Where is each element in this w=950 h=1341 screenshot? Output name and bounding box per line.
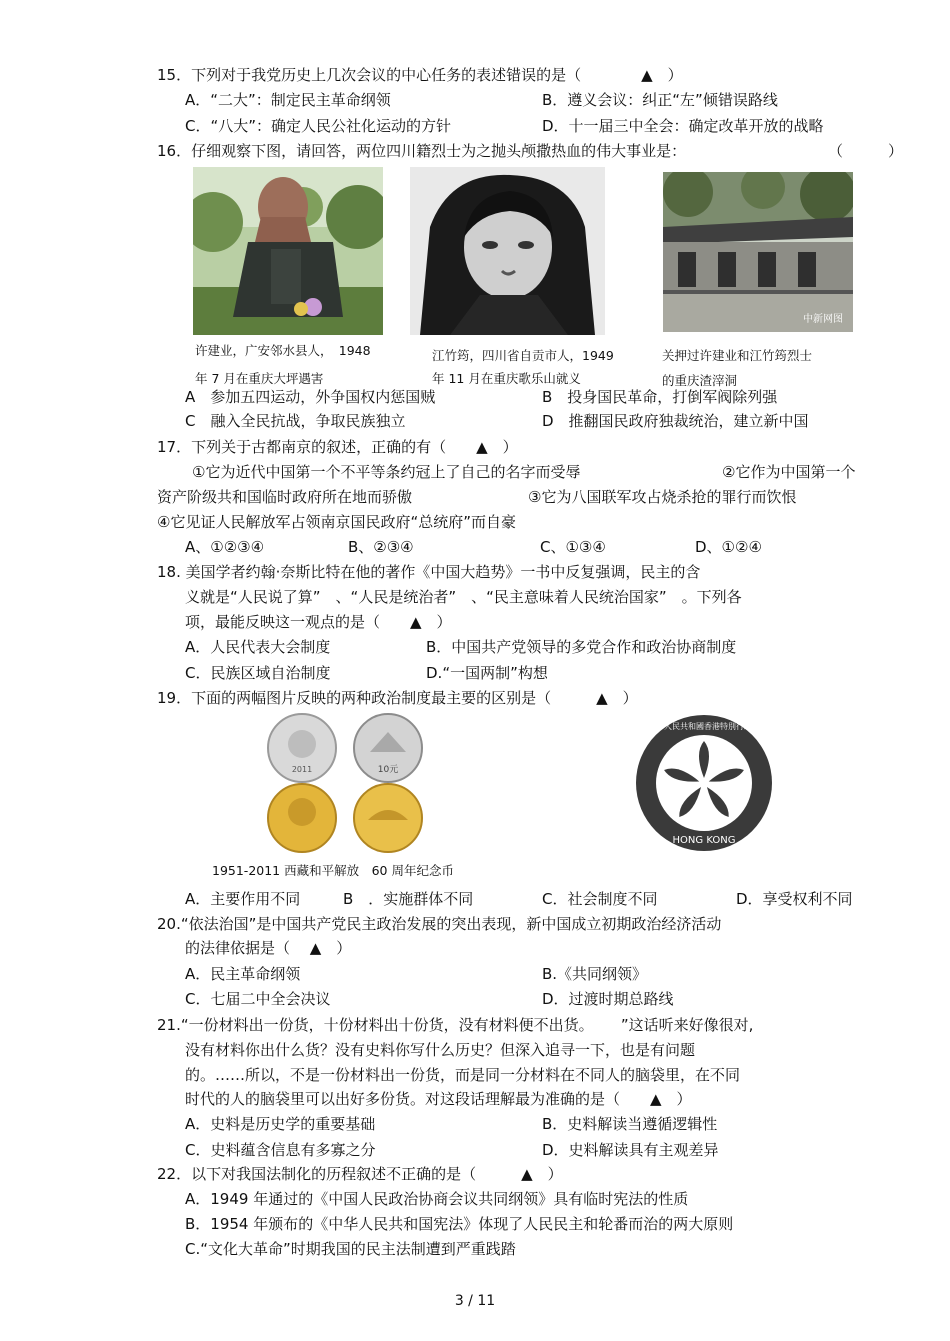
q21-option-c: C．史料蕴含信息有多寡之分 (185, 1141, 376, 1159)
coin-value: 10元 (377, 765, 399, 775)
page-number: 3 / 11 (454, 1293, 496, 1309)
q20-line2: 的法律依据是（ ▲ ） (185, 939, 352, 957)
q15-stem: 15．下列对于我党历史上几次会议的中心任务的表述错误的是（ ▲ ） (157, 66, 683, 84)
emblem-english-text: HONG KONG (672, 835, 736, 846)
q18-line2: 义就是“人民说了算” 、“人民是统治者” 、“民主意味着人民统治国家” 。下列各 (185, 588, 742, 606)
hong-kong-emblem (630, 713, 778, 853)
caption-xu-line1: 许建业，广安邻水县人， 1948 (195, 343, 371, 358)
q21-line2: 没有材料你出什么货？没有史料你写什么历史？但深入追寻一下，也是有问题 (185, 1041, 696, 1059)
q16-option-b: B 投身国民革命，打倒军阀除列强 (542, 388, 778, 406)
q18-option-d: D.“一国两制”构想 (426, 664, 548, 682)
caption-xu-line2: 年 7 月在重庆大坪遇害 (195, 371, 324, 386)
coins-caption: 1951-2011 西藏和平解放 60 周年纪念币 (212, 863, 454, 878)
q20-option-b: B.《共同纲领》 (542, 965, 648, 983)
q17-line1-a: ①它为近代中国第一个不平等条约冠上了自己的名字而受辱 (192, 463, 581, 481)
q17-line1-b: ②它作为中国第一个 (722, 463, 856, 481)
portrait-photo (410, 167, 605, 335)
caption-jiang-line1: 江竹筠，四川省自贡市人，1949 (432, 348, 614, 363)
q22-option-b: B．1954 年颁布的《中华人民共和国宪法》体现了人民民主和轮番而治的两大原则 (185, 1215, 734, 1233)
emblem-chinese-text: 中華人民共和國香港特別行政區 (648, 722, 760, 731)
q16-option-a: A 参加五四运动，外争国权内惩国贼 (185, 388, 436, 406)
q19-option-b: B ．实施群体不同 (343, 890, 474, 908)
q21-line3: 的。……所以，不是一份材料出一份货，而是同一分材料在不同人的脑袋里，在不同 (185, 1066, 741, 1084)
q15-option-c: C．“八大”：确定人民公社化运动的方针 (185, 117, 452, 135)
q16-option-c: C 融入全民抗战，争取民族独立 (185, 412, 406, 430)
photo-watermark: 中新网图 (803, 314, 843, 325)
q22-option-c: C.“文化大革命”时期我国的民主法制遭到严重践踏 (185, 1240, 516, 1258)
q15-option-d: D．十一届三中全会：确定改革开放的战略 (542, 117, 824, 135)
q22-stem: 22．以下对我国法制化的历程叙述不正确的是（ ▲ ） (157, 1165, 563, 1183)
q21-option-b: B．史料解读当遵循逻辑性 (542, 1115, 718, 1133)
statue-photo (193, 167, 383, 335)
zhazidong-prison-photo (663, 172, 853, 332)
q20-option-c: C．七届二中全会决议 (185, 990, 331, 1008)
q16-stem: 16．仔细观察下图，请回答，两位四川籍烈士为之抛头颅撒热血的伟大事业是： (157, 142, 687, 160)
q18-option-a: A．人民代表大会制度 (185, 638, 331, 656)
q17-option-c: C、①③④ (540, 538, 606, 556)
coin-year: 2011 (291, 765, 313, 774)
q21-option-d: D．史料解读具有主观差异 (542, 1141, 719, 1159)
q20-option-d: D．过渡时期总路线 (542, 990, 674, 1008)
q21-line1: 21.“一份材料出一份货，十份材料出十份货，没有材料便不出货。 ”这话听来好像很对, (157, 1016, 754, 1034)
caption-prison-line1: 关押过许建业和江竹筠烈士 (662, 348, 813, 363)
q18-option-c: C．民族区域自治制度 (185, 664, 331, 682)
caption-prison-line2: 的重庆渣滓洞 (662, 373, 738, 388)
q17-option-a: A、①②③④ (185, 538, 265, 556)
q17-stem: 17．下列关于古都南京的叙述，正确的有（ ▲ ） (157, 438, 518, 456)
q17-line3: ④它见证人民解放军占领南京国民政府“总统府”而自豪 (157, 513, 516, 531)
q17-option-d: D、①②④ (695, 538, 762, 556)
q20-option-a: A．民主革命纲领 (185, 965, 301, 983)
q16-option-d: D 推翻国民政府独裁统治，建立新中国 (542, 412, 809, 430)
q18-option-b: B．中国共产党领导的多党合作和政治协商制度 (426, 638, 737, 656)
q15-option-b: B．遵义会议：纠正“左”倾错误路线 (542, 91, 778, 109)
q19-option-c: C．社会制度不同 (542, 890, 658, 908)
q22-option-a: A．1949 年通过的《中国人民政治协商会议共同纲领》具有临时宪法的性质 (185, 1190, 689, 1208)
q18-line1: 18. 美国学者约翰·奈斯比特在他的著作《中国大趋势》一书中反复强调，民主的含 (157, 563, 701, 581)
q17-option-b: B、②③④ (348, 538, 414, 556)
q17-line2-b: ③它为八国联军攻占烧杀抢的罪行而饮恨 (528, 488, 797, 506)
q16-answer-paren: （ ） (828, 142, 904, 160)
q21-line4: 时代的人的脑袋里可以出好多份货。对这段话理解最为准确的是（ ▲ ） (185, 1090, 692, 1108)
commemorative-coins-image (250, 712, 440, 857)
q17-line2-a: 资产阶级共和国临时政府所在地而骄傲 (157, 488, 413, 506)
q19-stem: 19．下面的两幅图片反映的两种政治制度最主要的区别是（ ▲ ） (157, 689, 638, 707)
q15-option-a: A．“二大”：制定民主革命纲领 (185, 91, 391, 109)
q21-option-a: A．史料是历史学的重要基础 (185, 1115, 376, 1133)
q20-line1: 20.“依法治国”是中国共产党民主政治发展的突出表现，新中国成立初期政治经济活动 (157, 915, 722, 933)
caption-jiang-line2: 年 11 月在重庆歌乐山就义 (432, 371, 581, 386)
q19-option-a: A．主要作用不同 (185, 890, 301, 908)
q19-option-d: D．享受权利不同 (736, 890, 853, 908)
q18-line3: 项，最能反映这一观点的是（ ▲ ） (185, 613, 452, 631)
